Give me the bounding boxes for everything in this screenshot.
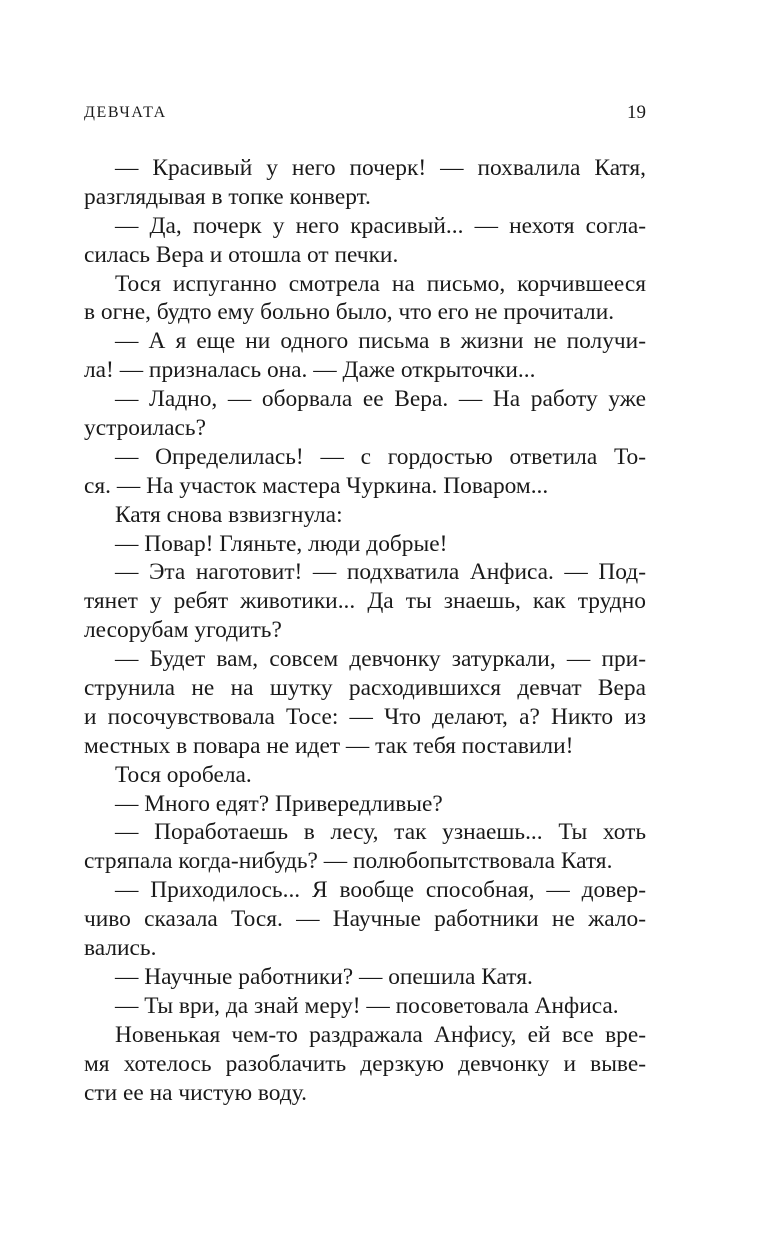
text-line: — А я еще ни одного письма в жизни не получи- — [115, 328, 646, 355]
text-line: тянет у ребят животики... Да ты знаешь, как трудно — [84, 588, 646, 615]
text-line: ся. — На участок мастера Чуркина. Поваром... — [84, 472, 549, 499]
text-line: чиво сказала Тося. — Научные работники не жало- — [84, 906, 646, 933]
text-line: — Ладно, — оборвала ее Вера. — На работу уже — [115, 386, 646, 413]
text-line: ла! — призналась она. — Даже открыточки... — [84, 357, 536, 384]
text-line: — Приходилось... Я вообще способная, — довер- — [115, 877, 646, 904]
text-line: Катя снова взвизгнула: — [115, 501, 343, 528]
text-line: Тося испуганно смотрела на письмо, корчившееся — [115, 270, 646, 297]
text-line: и посочувствовала Тосе: — Что делают, а? Никто из — [84, 703, 646, 730]
text-line: лесорубам угодить? — [84, 617, 282, 644]
page-number: 19 — [627, 102, 646, 123]
text-line: Тося оробела. — [115, 761, 252, 788]
body-text — [84, 154, 646, 1107]
running-head — [84, 101, 646, 125]
text-line: — Ты ври, да знай меру! — посоветовала Анфиса. — [115, 992, 619, 1019]
text-line: устроилась? — [84, 415, 206, 442]
text-line: разглядывая в топке конверт. — [84, 183, 371, 210]
text-line: силась Вера и отошла от печки. — [84, 241, 399, 268]
text-line: — Будет вам, совсем девчонку затуркали, — при- — [115, 646, 646, 673]
text-line: — Поработаешь в лесу, так узнаешь... Ты хоть — [115, 819, 646, 846]
text-line: местных в повара не идет — так тебя поставили! — [84, 732, 574, 759]
text-line: — Научные работники? — опешила Катя. — [115, 963, 533, 990]
text-line: — Определилась! — с гордостью ответила То- — [115, 443, 646, 470]
text-line: — Много едят? Привередливые? — [115, 790, 443, 817]
text-line: — Красивый у него почерк! — похвалила Катя, — [115, 155, 646, 181]
text-line: Новенькая чем-то раздражала Анфису, ей все вре- — [115, 1021, 646, 1048]
running-title: ДЕВЧАТА — [84, 104, 167, 121]
text-line: в огне, будто ему больно было, что его не прочитали. — [84, 299, 615, 326]
text-line: струнила не на шутку расходившихся девчат Вера — [84, 675, 646, 702]
text-line: стряпала когда-нибудь? — полюбопытствовала Катя. — [84, 848, 613, 875]
text-line: — Эта наготовит! — подхватила Анфиса. — Под- — [115, 559, 646, 586]
text-line: мя хотелось разоблачить дерзкую девчонку и выве- — [84, 1050, 646, 1077]
text-line: вались. — [84, 935, 157, 962]
text-line: — Да, почерк у него красивый... — нехотя согла- — [115, 212, 646, 239]
text-line: — Повар! Гляньте, люди добрые! — [115, 530, 448, 557]
text-line: сти ее на чистую воду. — [84, 1079, 307, 1106]
